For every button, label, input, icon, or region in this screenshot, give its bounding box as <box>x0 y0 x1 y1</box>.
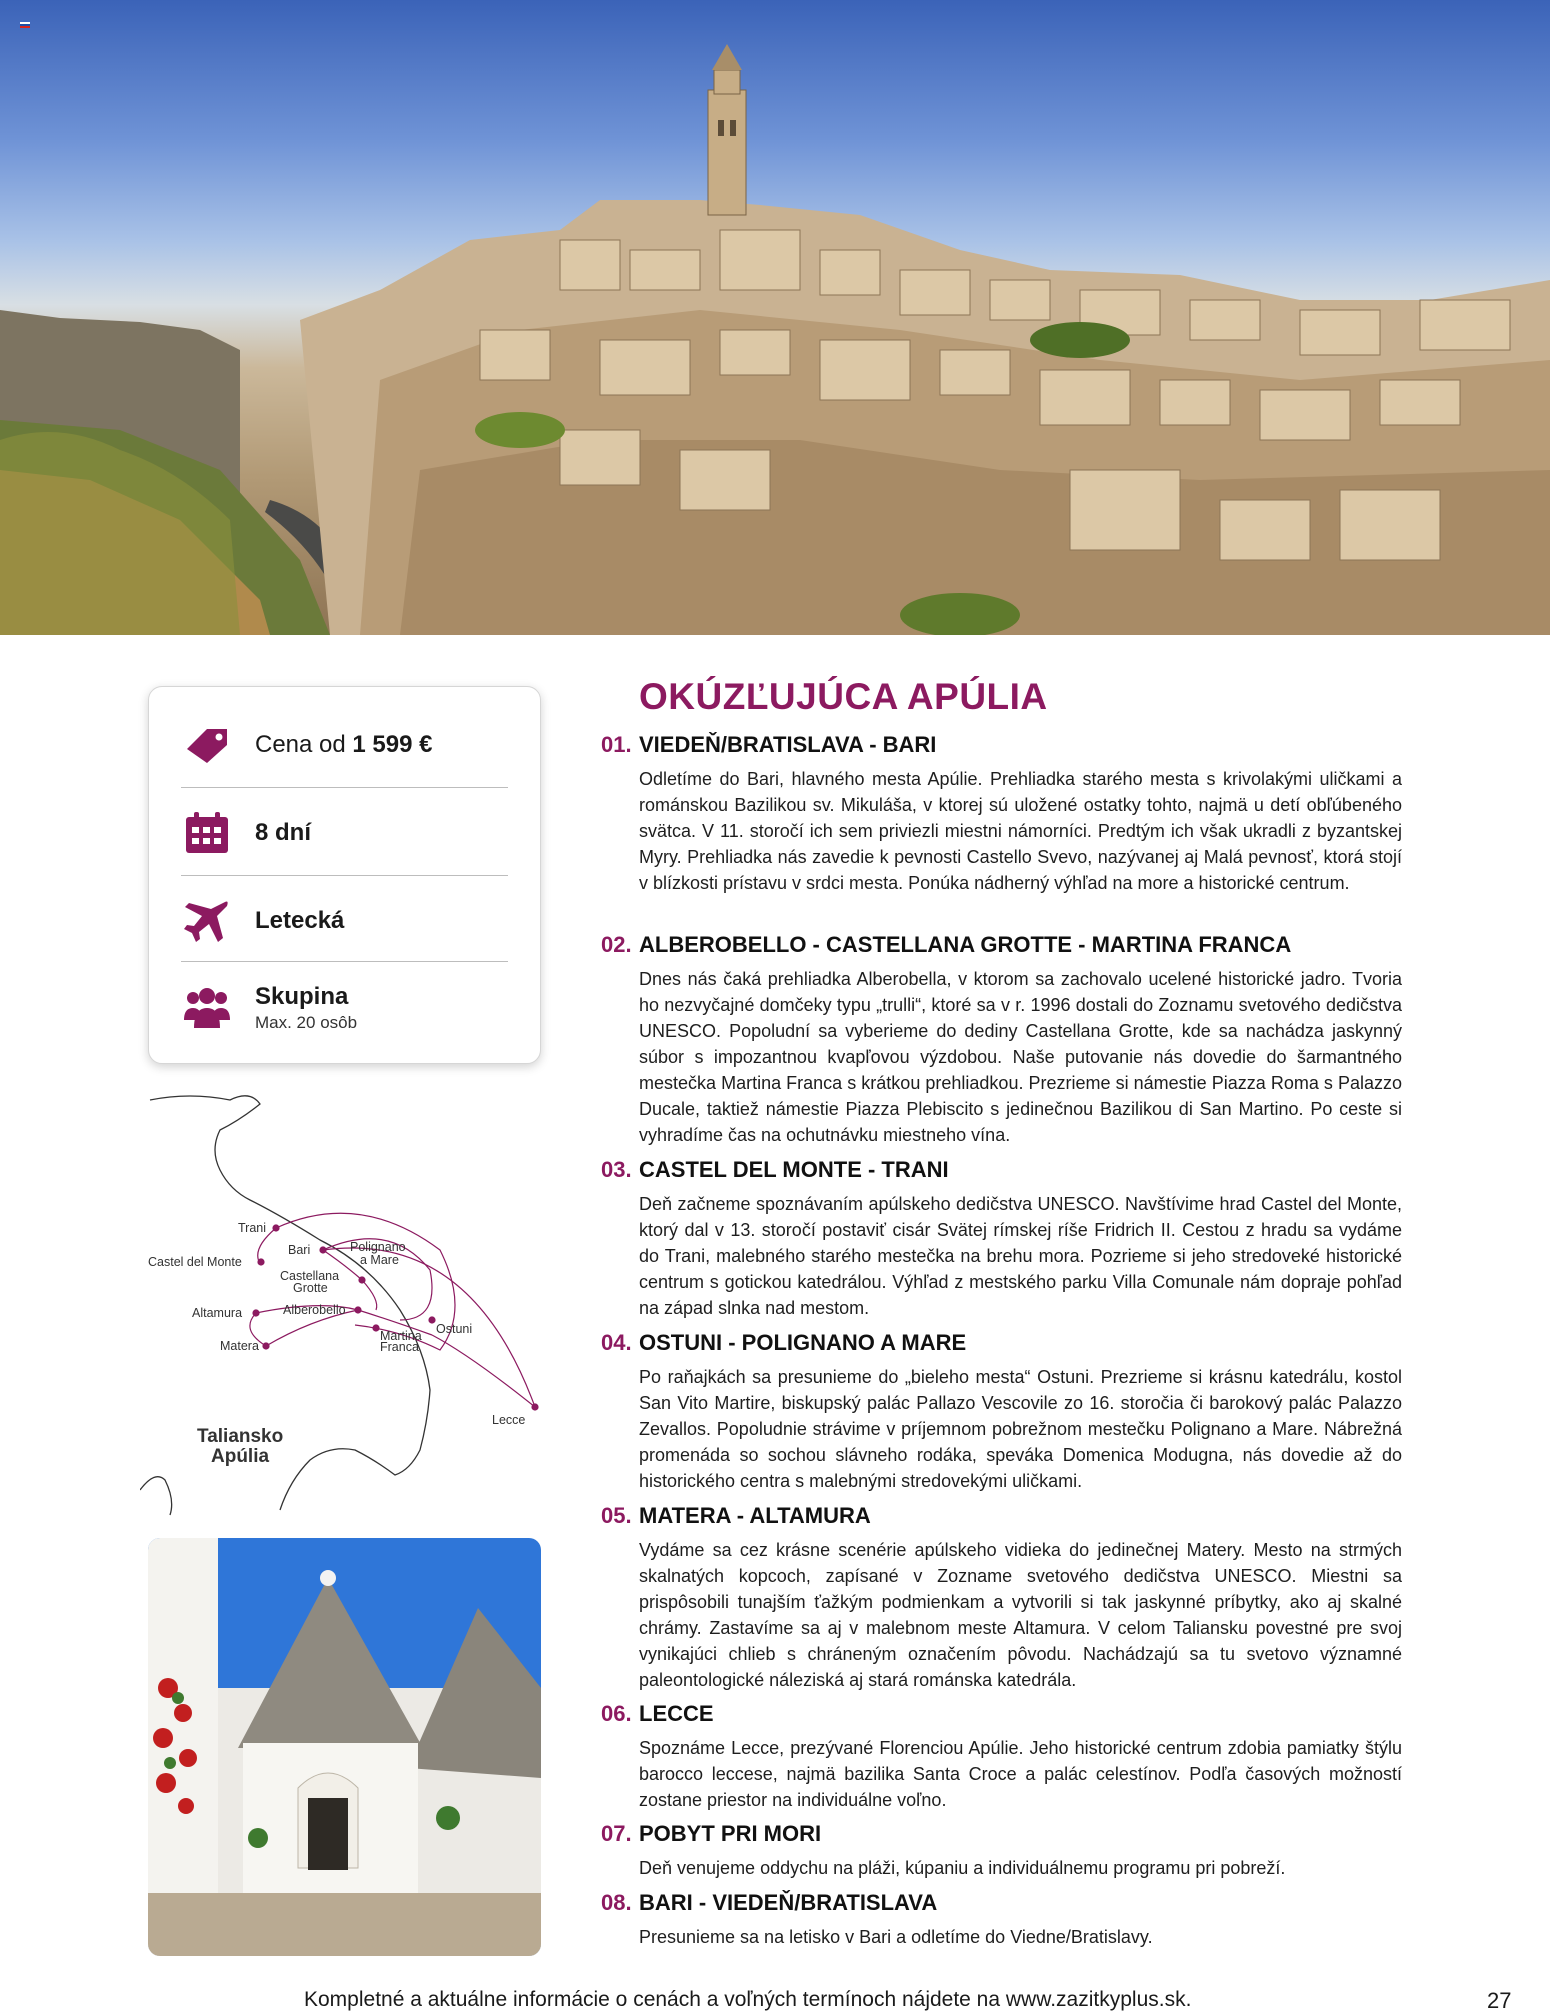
day-number: 03. <box>601 1157 632 1182</box>
card-divider <box>181 787 508 788</box>
day-number: 02. <box>601 932 632 957</box>
day-number: 06. <box>601 1701 632 1726</box>
day-title: BARI - VIEDEŇ/BRATISLAVA <box>639 1890 938 1915</box>
day-heading <box>601 1157 1401 1183</box>
route-map <box>140 1090 550 1520</box>
map-label-castellana-2: Grotte <box>293 1281 328 1295</box>
group-row <box>181 983 508 1033</box>
day-number: 04. <box>601 1330 632 1355</box>
map-label-trani: Trani <box>238 1221 267 1235</box>
card-divider <box>181 961 508 962</box>
group-text <box>255 983 357 1033</box>
day-title: CASTEL DEL MONTE - TRANI <box>639 1157 949 1182</box>
itinerary-day <box>601 1821 1401 1881</box>
group-capacity: Max. 20 osôb <box>255 1013 358 1032</box>
flag-icon <box>20 22 30 28</box>
map-label-ostuni: Ostuni <box>436 1322 473 1336</box>
map-country-line2: Apúlia <box>211 1446 270 1467</box>
day-description: Vydáme sa cez krásne scenérie apúlskeho vidieka do jedinečnej Matery. Mesto na strmých skalnatých kopcoch, zapísané v Zozname svetového dedičstva UNESCO. Miestni sa prispôsobili tunajším ťažkým podmienkam a vytvorili si tak jaskynné príbytky, ako aj skalné chrámy. Zastavíme sa aj v malebnom meste Altamura. V celom Taliansku povestné pre svoj vynikajúci chlieb s chráneným označením pôvodu. Nachádzajú sa tu svetovo významné paleontologické náleziská aj stará románska katedrála. <box>639 1540 1402 1690</box>
map-country-line1: Taliansko <box>197 1426 284 1447</box>
day-heading <box>601 1330 1401 1356</box>
map-label-castellana: Castellana <box>280 1269 340 1283</box>
card-divider <box>181 875 508 876</box>
transport-row <box>181 897 508 945</box>
day-number: 01. <box>601 732 632 757</box>
day-description: Odletíme do Bari, hlavného mesta Apúlie. Prehliadka starého mesta s krivolakými uličkami a románskou Bazilikou sv. Mikuláša, v ktorej sú uložené ostatky tohto, najmä u detí obľúbeného svätca. V 11. storočí ich sem priviezli miestni námorníci. Predtým ich však ukradli z byzantskej Myry. Prehliadka nás zavedie k pevnosti Castello Svevo, nazývanej aj Malá pevnosť, ktorá stojí v blízkosti prístavu v srdci mesta. Ponúka nádherný výhľad na more a historické centrum. <box>639 769 1402 893</box>
price-row <box>181 721 508 769</box>
day-title: MATERA - ALTAMURA <box>639 1503 871 1528</box>
day-number: 05. <box>601 1503 632 1528</box>
map-label-martina-2: Franca <box>380 1340 419 1354</box>
trip-info-card <box>148 686 541 1064</box>
map-label-alberobello: Alberobello <box>283 1303 346 1317</box>
day-title: VIEDEŇ/BRATISLAVA - BARI <box>639 732 937 757</box>
map-label-castel-del-monte: Castel del Monte <box>148 1255 242 1269</box>
map-label-polignano: Polignano <box>350 1240 406 1254</box>
day-description: Deň venujeme oddychu na pláži, kúpaniu a individuálnemu programu pri pobreží. <box>639 1858 1286 1878</box>
day-heading <box>601 1890 1401 1916</box>
itinerary-day <box>601 1503 1401 1693</box>
group-title: Skupina <box>255 983 349 1010</box>
map-label-altamura: Altamura <box>192 1306 243 1320</box>
calendar-icon <box>181 809 233 857</box>
map-label-bari: Bari <box>288 1243 311 1257</box>
hero-photo-matera <box>0 0 1550 635</box>
itinerary-day <box>601 1330 1401 1494</box>
day-heading <box>601 1821 1401 1847</box>
itinerary-day <box>601 732 1401 896</box>
day-heading <box>601 1701 1401 1727</box>
day-number: 08. <box>601 1890 632 1915</box>
map-label-matera: Matera <box>220 1339 259 1353</box>
group-icon <box>181 984 233 1032</box>
day-description: Po raňajkách sa presunieme do „bieleho mesta“ Ostuni. Prezrieme si krásnu katedrálu, kostol San Vito Martire, biskupský palác Pallazo Vescovile zo 16. storočia či barokový palác Palazzo Zevallos. Popoludnie strávime v príjemnom pobrežnom mestečku Polignano a Mare. Nábrežná promenáda so sochou slávneho rodáka, speváka Domenica Modugna, nás dovedie až do historického centra s malebnými stredovekými uličkami. <box>639 1367 1402 1491</box>
day-heading <box>601 732 1401 758</box>
itinerary-day <box>601 932 1401 1148</box>
price-text: Cena od 1 599 € <box>255 731 433 758</box>
day-description: Spoznáme Lecce, prezývané Florenciou Apúlie. Jeho historické centrum zdobia pamiatky štýlu barocco leccese, najmä bazilika Santa Croce a palác celestínov. Podľa časových možností zostane priestor na individuálne voľno. <box>639 1738 1402 1810</box>
trulli-photo <box>148 1538 541 1956</box>
itinerary-day <box>601 1890 1401 1950</box>
footer-note: Kompletné a aktuálne informácie o cenách a voľných termínoch nájdete na www.zazitkyplus.sk. <box>304 1988 1192 2011</box>
price-tag-icon <box>181 721 233 769</box>
page-number: 27 <box>1487 1988 1512 2013</box>
map-label-martina: Martina <box>380 1329 422 1343</box>
day-title: OSTUNI - POLIGNANO A MARE <box>639 1330 967 1355</box>
day-title: ALBEROBELLO - CASTELLANA GROTTE - MARTINA FRANCA <box>639 932 1292 957</box>
day-description: Presunieme sa na letisko v Bari a odletíme do Viedne/Bratislavy. <box>639 1927 1153 1947</box>
day-heading <box>601 932 1401 958</box>
day-number: 07. <box>601 1821 632 1846</box>
itinerary-day <box>601 1157 1401 1321</box>
map-label-polignano-2: a Mare <box>360 1253 399 1267</box>
duration-row <box>181 809 508 857</box>
article-title: OKÚZĽUJÚCA APÚLIA <box>639 676 1048 717</box>
duration-text: 8 dní <box>255 819 312 846</box>
day-description: Dnes nás čaká prehliadka Alberobella, v ktorom sa zachovalo ucelené historické jadro. Tvoria ho nezvyčajné domčeky typu „trulli“, ktoré sa v r. 1996 dostali do Zoznamu svetového dedičstva UNESCO. Popoludní sa vyberieme do dediny Castellana Grotte, kde sa nachádza jaskynný súbor s impozantnou kvapľovou výzdobou. Naše putovanie nás dovedie do šarmantného mestečka Martina Franca s krátkou prehliadkou. Prezrieme si námestie Piazza Roma s Palazzo Ducale, taktiež námestie Piazza Plebiscito s jedinečnou Bazilikou di San Martino. Po ceste si vyhradíme čas na ochutnávku miestneho vína. <box>639 969 1402 1145</box>
day-description: Deň začneme spoznávaním apúlskeho dedičstva UNESCO. Navštívime hrad Castel del Monte, ktorý dal v 13. storočí postaviť cisár Svätej rímskej ríše Fridrich II. Cestou z hradu sa vydáme do Trani, malebného starého mestečka na brehu mora. Pozrieme si jeho stredoveké historické centrum s gotickou katedrálou. Výhľad z mestského parku Villa Comunale nám dopraje pohľad na západ slnka nad mestom. <box>639 1194 1402 1318</box>
day-title: POBYT PRI MORI <box>639 1821 822 1846</box>
day-title: LECCE <box>639 1701 714 1726</box>
day-heading <box>601 1503 1401 1529</box>
itinerary-day <box>601 1701 1401 1813</box>
map-label-lecce: Lecce <box>492 1413 526 1427</box>
transport-text: Letecká <box>255 907 345 934</box>
plane-icon <box>181 897 233 945</box>
